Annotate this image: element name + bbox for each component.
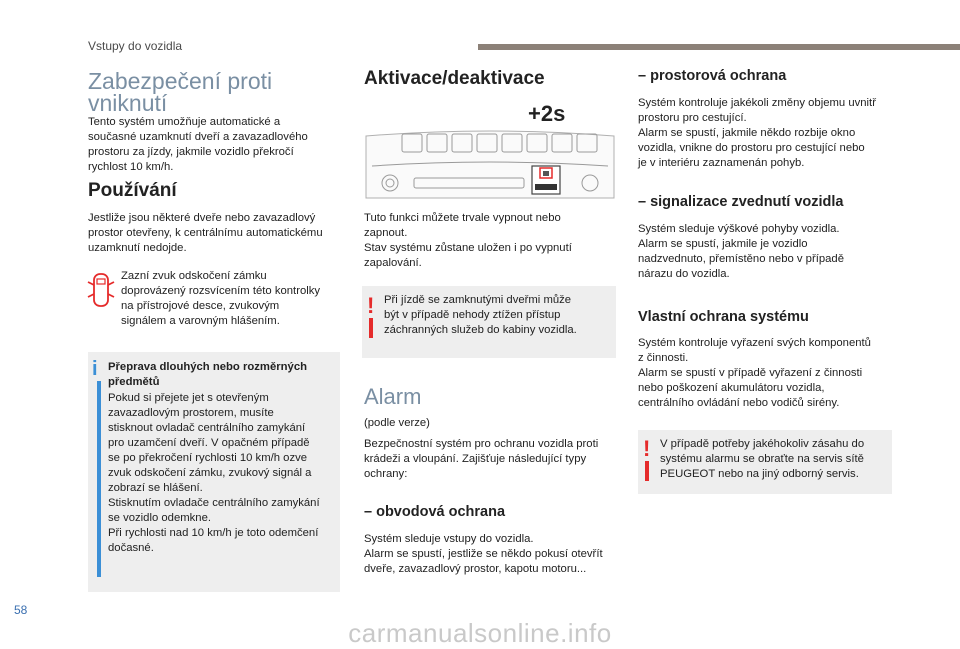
watermark: carmanualsonline.info <box>348 618 612 648</box>
warning-bar-1 <box>369 318 373 338</box>
icon-note-text: Zazní zvuk odskočení zámku doprovázený rozsvícením této kontrolky na přístrojové desce, zvukovým signálem a varovným hlášením. <box>121 270 321 327</box>
alarm-title: Alarm <box>364 384 422 409</box>
self-protection-text: Systém kontroluje vyřazení svých komponentů z činnosti. Alarm se spustí v případě vyřazení z činnosti nebo poškození akumulátoru vozidla, centrálního ovládání nebo vodičů sirény. <box>638 337 871 409</box>
info-title: Přeprava dlouhých nebo rozměrných předmětů <box>108 361 308 388</box>
warning-bar-2 <box>645 461 649 481</box>
warning-icon: ! <box>367 293 375 318</box>
info-bar <box>97 381 101 577</box>
perimeter-text: Systém sleduje vstupy do vozidla. Alarm se spustí, jestliže se někdo pokusí otevřít dveře, zavazadlový prostor, kapotu motoru... <box>364 533 603 575</box>
warning-text-1: Při jízdě se zamknutými dveřmi může být v případě nehody ztížen přístup záchranných služeb do kabiny vozidla. <box>384 294 577 336</box>
intro-text: Tento systém umožňuje automatické a současné uzamknutí dveří a zavazadlového prostoru za jízdy, jakmile vozidlo překročí rychlost 10 km/h. <box>88 116 308 173</box>
page-title-line1: Zabezpečení proti <box>88 68 273 94</box>
car-open-doors-icon <box>86 270 116 310</box>
alarm-version: (podle verze) <box>364 417 430 429</box>
perimeter-heading: – obvodová ochrana <box>364 504 506 520</box>
self-protection-heading: Vlastní ochrana systému <box>638 309 809 325</box>
lock-button-icon <box>532 166 562 190</box>
volumetric-text: Systém kontroluje jakékoli změny objemu uvnitř prostoru pro cestující. Alarm se spustí, jakmile někdo rozbije okno vozidla, vnikne do prostoru pro cestující nebo je v interiéru zaznamenán pohyb. <box>638 97 876 169</box>
warning-text-2: V případě potřeby jakéhokoliv zásahu do systému alarmu se obraťte na servis sítě PEUGEOT nebo na jiný odborný servis. <box>660 438 865 480</box>
page-title-line2: vniknutí <box>88 90 168 116</box>
usage-heading: Používání <box>88 180 177 201</box>
info-icon: i <box>92 358 98 380</box>
header-bar <box>478 44 960 50</box>
activation-heading: Aktivace/deaktivace <box>364 68 545 89</box>
section-title: Vstupy do vozidla <box>88 39 183 53</box>
alarm-intro: Bezpečnostní systém pro ochranu vozidla proti krádeži a vloupání. Zajišťuje následující typy ochrany: <box>364 438 599 480</box>
warning-icon: ! <box>643 436 651 461</box>
usage-text: Jestliže jsou některé dveře nebo zavazadlový prostor otevřeny, k centrálnímu automatickému uzamknutí nedojde. <box>88 212 323 254</box>
volumetric-heading: – prostorová ochrana <box>638 68 787 84</box>
info-body: Pokud si přejete jet s otevřeným zavazadlovým prostorem, musíte stisknout ovladač centrálního zamykání pro uzamčení dveří. V opačném případě se po překročení rychlosti 10 km/h ozve zvuk odskočení zámku, zvukový signál a zobrazí se hlášení. Stisknutím ovladače centrálního zamykání se vozidlo odemkne. Při rychlosti nad 10 km/h je toto odemčení dočasné. <box>108 392 320 554</box>
tilt-heading: – signalizace zvednutí vozidla <box>638 194 844 210</box>
dashboard-illustration <box>364 128 616 200</box>
tilt-text: Systém sleduje výškové pohyby vozidla. Alarm se spustí, jakmile je vozidlo nadzvednuto, přemístěno nebo v případě nárazu do vozidla. <box>638 223 844 280</box>
page-number: 58 <box>14 603 28 617</box>
press-duration-label: +2s <box>528 101 566 126</box>
activation-text: Tuto funkci můžete trvale vypnout nebo zapnout. Stav systému zůstane uložen i po vypnutí zapalování. <box>364 212 572 269</box>
